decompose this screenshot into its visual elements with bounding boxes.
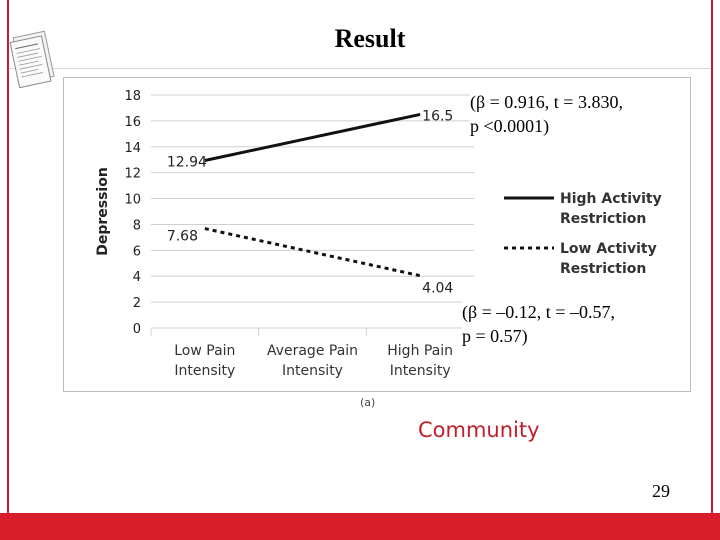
y-tick-label: 8 — [132, 218, 141, 234]
annotation-low — [462, 300, 615, 348]
x-tick-label: Intensity — [389, 363, 451, 379]
slide-title: Result — [334, 24, 406, 53]
right-frame-line — [711, 0, 713, 515]
x-tick-label: Average Pain — [266, 343, 359, 359]
annotation-high-line2: p <0.0001) — [470, 116, 550, 136]
x-tick-label: Intensity — [282, 363, 343, 379]
page-number: 29 — [652, 481, 670, 501]
y-tick-label: 2 — [132, 296, 141, 312]
y-tick-label: 16 — [124, 114, 141, 130]
legend-label: High Activity — [560, 191, 662, 207]
data-label: 7.68 — [166, 228, 199, 245]
y-tick-label: 6 — [132, 244, 141, 260]
data-label: 4.04 — [422, 280, 454, 297]
annotation-low-line2: p = 0.57) — [462, 326, 528, 346]
series-line-low-activity — [205, 229, 420, 276]
community-label: Community — [418, 418, 540, 442]
y-axis-label: Depression — [95, 167, 111, 256]
y-tick-label: 18 — [124, 89, 141, 104]
data-label: 16.5 — [422, 108, 454, 125]
header-divider — [10, 68, 710, 69]
data-label: 12.94 — [166, 154, 207, 171]
panel-label: (a) — [360, 396, 376, 409]
y-tick-label: 4 — [132, 270, 141, 286]
annotation-low-line1: (β = –0.12, t = –0.57, — [462, 302, 615, 322]
x-tick-label: Low Pain — [174, 343, 236, 359]
y-tick-label: 10 — [124, 192, 141, 208]
annotation-high — [470, 90, 623, 138]
footer-bar — [0, 513, 720, 540]
x-tick-label: High Pain — [387, 343, 454, 359]
legend-label: Low Activity — [560, 241, 657, 257]
y-tick-label: 0 — [132, 322, 141, 337]
document-icon — [8, 28, 60, 90]
y-tick-label: 12 — [124, 166, 141, 182]
x-tick-label: Intensity — [174, 363, 236, 379]
y-tick-label: 14 — [124, 140, 141, 156]
legend-label: Restriction — [560, 211, 647, 227]
legend-label: Restriction — [560, 261, 647, 277]
annotation-high-line1: (β = 0.916, t = 3.830, — [470, 92, 623, 112]
